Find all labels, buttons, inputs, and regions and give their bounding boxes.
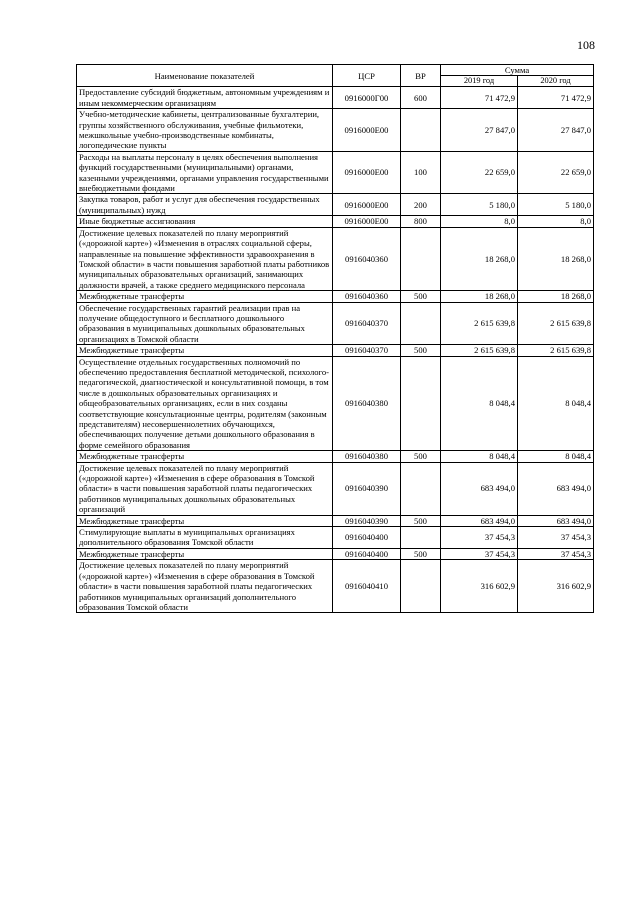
row-vr xyxy=(401,356,441,451)
row-vr: 600 xyxy=(401,87,441,109)
row-csr: 0916000Е00 xyxy=(333,151,401,194)
row-vr xyxy=(401,109,441,152)
row-vr xyxy=(401,227,441,290)
row-sum-2019: 5 180,0 xyxy=(441,194,518,216)
row-name: Достижение целевых показателей по плану мероприятий («дорожной карте») «Изменения в сфере образования в Томской области» в части повышения заработной платы педагогических работников муниципальных организаций дополнительного образования Томской области xyxy=(77,560,333,613)
page-number: 108 xyxy=(577,38,595,52)
row-csr: 0916040360 xyxy=(333,291,401,302)
table-row xyxy=(77,151,594,194)
row-sum-2019: 27 847,0 xyxy=(441,109,518,152)
table-row xyxy=(77,291,594,302)
row-name: Осуществление отдельных государственных полномочий по обеспечению предоставления бесплатной методической, психолого-педагогической, диагностической и консультативной помощи, в том числе в дошкольных образовательных организациях и общеобразовательных организациях, если в них созданы соответствующие консультационные центры, родителям (законным представителям) несовершеннолетних обучающихся, обеспечивающих получение детьми дошкольного образования в форме семейного образования xyxy=(77,356,333,451)
row-sum-2019: 37 454,3 xyxy=(441,527,518,549)
header-sum: Сумма xyxy=(441,65,594,76)
row-sum-2020: 316 602,9 xyxy=(518,560,594,613)
table-row xyxy=(77,302,594,345)
row-name: Расходы на выплаты персоналу в целях обеспечения выполнения функций государственными (муниципальными) органами, казенными учреждениями, органами управления государственными внебюджетными фондами xyxy=(77,151,333,194)
table-row xyxy=(77,527,594,549)
row-name: Межбюджетные трансферты xyxy=(77,548,333,559)
table-row xyxy=(77,345,594,356)
table-row xyxy=(77,194,594,216)
row-sum-2019: 2 615 639,8 xyxy=(441,345,518,356)
row-name: Стимулирующие выплаты в муниципальных организациях дополнительного образования Томской области xyxy=(77,527,333,549)
budget-table xyxy=(76,64,594,613)
row-csr: 0916040390 xyxy=(333,462,401,515)
row-vr: 800 xyxy=(401,216,441,227)
table-row xyxy=(77,462,594,515)
row-sum-2020: 8 048,4 xyxy=(518,451,594,462)
row-csr: 0916000Е00 xyxy=(333,109,401,152)
row-csr: 0916040380 xyxy=(333,451,401,462)
row-sum-2020: 37 454,3 xyxy=(518,548,594,559)
row-sum-2020: 71 472,9 xyxy=(518,87,594,109)
row-sum-2020: 2 615 639,8 xyxy=(518,345,594,356)
row-sum-2020: 8,0 xyxy=(518,216,594,227)
table-row xyxy=(77,87,594,109)
row-sum-2020: 22 659,0 xyxy=(518,151,594,194)
row-name: Межбюджетные трансферты xyxy=(77,451,333,462)
row-sum-2019: 683 494,0 xyxy=(441,462,518,515)
table-row xyxy=(77,451,594,462)
row-sum-2020: 37 454,3 xyxy=(518,527,594,549)
row-sum-2019: 8 048,4 xyxy=(441,451,518,462)
header-name: Наименование показателей xyxy=(77,65,333,87)
row-sum-2020: 18 268,0 xyxy=(518,291,594,302)
header-csr: ЦСР xyxy=(333,65,401,87)
header-year-2019: 2019 год xyxy=(441,76,518,87)
row-sum-2020: 8 048,4 xyxy=(518,356,594,451)
row-csr: 0916040370 xyxy=(333,302,401,345)
row-csr: 0916000Г00 xyxy=(333,87,401,109)
row-vr xyxy=(401,302,441,345)
row-vr: 100 xyxy=(401,151,441,194)
row-sum-2019: 2 615 639,8 xyxy=(441,302,518,345)
table-row xyxy=(77,356,594,451)
header-vr: ВР xyxy=(401,65,441,87)
table-body xyxy=(77,87,594,613)
row-sum-2020: 27 847,0 xyxy=(518,109,594,152)
row-name: Межбюджетные трансферты xyxy=(77,515,333,526)
row-sum-2020: 683 494,0 xyxy=(518,462,594,515)
row-vr: 500 xyxy=(401,515,441,526)
row-csr: 0916040410 xyxy=(333,560,401,613)
table-row xyxy=(77,109,594,152)
row-sum-2019: 71 472,9 xyxy=(441,87,518,109)
row-csr: 0916040370 xyxy=(333,345,401,356)
row-name: Межбюджетные трансферты xyxy=(77,291,333,302)
row-csr: 0916000Е00 xyxy=(333,216,401,227)
row-sum-2020: 5 180,0 xyxy=(518,194,594,216)
row-name: Иные бюджетные ассигнования xyxy=(77,216,333,227)
table-header-row xyxy=(77,65,594,76)
row-csr: 0916040360 xyxy=(333,227,401,290)
row-sum-2019: 8 048,4 xyxy=(441,356,518,451)
row-name: Межбюджетные трансферты xyxy=(77,345,333,356)
row-name: Достижение целевых показателей по плану мероприятий («дорожной карте») «Изменения в отраслях социальной сферы, направленные на повышение эффективности здравоохранения в Томской области» в части повышения заработной платы работников муниципальных образовательных организаций, занимающих должности врачей, а также среднего медицинского персонала xyxy=(77,227,333,290)
row-vr: 500 xyxy=(401,345,441,356)
row-sum-2019: 18 268,0 xyxy=(441,291,518,302)
row-csr: 0916040400 xyxy=(333,527,401,549)
row-csr: 0916040390 xyxy=(333,515,401,526)
row-name: Учебно-методические кабинеты, централизованные бухгалтерии, группы хозяйственного обслуживания, учебные фильмотеки, межшкольные учебно-производственные комбинаты, логопедические пункты xyxy=(77,109,333,152)
row-vr: 500 xyxy=(401,451,441,462)
row-sum-2019: 316 602,9 xyxy=(441,560,518,613)
header-year-2020: 2020 год xyxy=(518,76,594,87)
row-sum-2019: 683 494,0 xyxy=(441,515,518,526)
row-name: Закупка товаров, работ и услуг для обеспечения государственных (муниципальных) нужд xyxy=(77,194,333,216)
row-name: Обеспечение государственных гарантий реализации прав на получение общедоступного и бесплатного дошкольного образования в муниципальных дошкольных образовательных организациях в Томской области xyxy=(77,302,333,345)
row-sum-2020: 18 268,0 xyxy=(518,227,594,290)
row-name: Достижение целевых показателей по плану мероприятий («дорожной карте») «Изменения в сфере образования в Томской области» в части повышения заработной платы педагогических работников муниципальных дошкольных образовательных организаций xyxy=(77,462,333,515)
row-vr xyxy=(401,462,441,515)
row-vr xyxy=(401,560,441,613)
row-sum-2019: 18 268,0 xyxy=(441,227,518,290)
row-sum-2019: 37 454,3 xyxy=(441,548,518,559)
row-sum-2019: 22 659,0 xyxy=(441,151,518,194)
table-row xyxy=(77,560,594,613)
table-row xyxy=(77,515,594,526)
row-csr: 0916040400 xyxy=(333,548,401,559)
row-sum-2019: 8,0 xyxy=(441,216,518,227)
table-row xyxy=(77,548,594,559)
row-name: Предоставление субсидий бюджетным, автономным учреждениям и иным некоммерческим организациям xyxy=(77,87,333,109)
row-sum-2020: 683 494,0 xyxy=(518,515,594,526)
row-vr xyxy=(401,527,441,549)
table-row xyxy=(77,227,594,290)
row-csr: 0916040380 xyxy=(333,356,401,451)
table-row xyxy=(77,216,594,227)
row-vr: 500 xyxy=(401,548,441,559)
row-csr: 0916000Е00 xyxy=(333,194,401,216)
row-vr: 500 xyxy=(401,291,441,302)
row-vr: 200 xyxy=(401,194,441,216)
row-sum-2020: 2 615 639,8 xyxy=(518,302,594,345)
